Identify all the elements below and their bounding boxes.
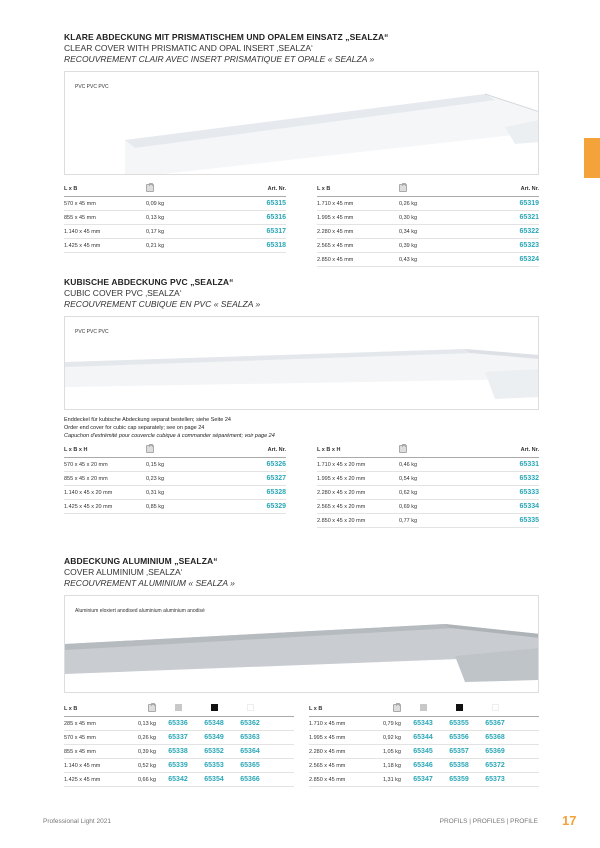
cell-weight: 0,52 kg: [137, 762, 156, 769]
section-title-fr: RECOUVREMENT CLAIR AVEC INSERT PRISMATIQUE ET OPALE « SEALZA »: [64, 54, 375, 64]
cell-art-white: 65367: [485, 720, 505, 727]
table-row: [309, 773, 539, 787]
cell-art-white: 65366: [240, 776, 260, 783]
table-row: [317, 472, 539, 486]
cell-art-black: 65358: [449, 762, 469, 769]
cell-dim: 570 x 45 mm: [64, 734, 96, 741]
table-right: [317, 181, 539, 267]
cell-art-black: 65357: [449, 748, 469, 755]
silver-swatch-icon: [420, 704, 427, 711]
col-silver: [405, 704, 441, 713]
clear-cover-profile-illustration: [65, 72, 539, 175]
table-header: [309, 701, 539, 717]
section-title-de: KUBISCHE ABDECKUNG PVC „SEALZA“: [64, 277, 234, 287]
cell-dim: 1.140 x 45 x 20 mm: [64, 489, 113, 496]
cell-weight: 0,69 kg: [399, 503, 418, 510]
cell-art-silver: 65336: [168, 720, 188, 727]
cell-dim: 1.710 x 45 mm: [317, 200, 354, 207]
table-left: [64, 701, 294, 787]
cell-art-silver: 65337: [168, 734, 188, 741]
col-silver: [160, 704, 196, 713]
cell-weight: 0,39 kg: [399, 242, 418, 249]
note-en: Order end cover for cubic cap separately; see on page 24: [64, 425, 205, 431]
product-image-clear-cover: [64, 71, 539, 175]
table-row: [64, 458, 286, 472]
chapter-tab-marker: [584, 138, 600, 178]
table-left: [64, 181, 286, 267]
cell-dim: 2.280 x 45 mm: [309, 748, 346, 755]
cubic-cover-profile-illustration: [65, 317, 539, 410]
section-aluminium-cover: [64, 556, 539, 787]
cell-weight: 0,34 kg: [399, 228, 418, 235]
cell-weight: 0,21 kg: [146, 242, 165, 249]
cell-art: 65327: [266, 475, 286, 482]
cell-dim: 2.850 x 45 mm: [309, 776, 346, 783]
weight-icon: [146, 184, 154, 192]
section-title-en: CUBIC COVER PVC ‚SEALZA‘: [64, 288, 182, 298]
black-swatch-icon: [456, 704, 463, 711]
cell-dim: 1.140 x 45 mm: [64, 762, 101, 769]
cell-weight: 0,77 kg: [399, 517, 418, 524]
cell-dim: 1.710 x 45 mm: [309, 720, 346, 727]
cell-art-silver: 65345: [413, 748, 433, 755]
aluminium-cover-tables: [64, 701, 539, 787]
note-fr: Capuchon d'extrémité pour couvercle cubique à commander séparément; voir page 24: [64, 433, 275, 439]
table-row: [309, 745, 539, 759]
cell-art-white: 65372: [485, 762, 505, 769]
material-label: PVC PVC PVC: [75, 329, 109, 335]
cell-art-black: 65356: [449, 734, 469, 741]
cell-art-white: 65364: [240, 748, 260, 755]
table-row: [64, 197, 286, 211]
table-row: [64, 486, 286, 500]
cell-dim: 2.565 x 45 mm: [309, 762, 346, 769]
cell-art-black: 65359: [449, 776, 469, 783]
col-dimension: L x B: [64, 705, 78, 712]
col-art-nr: Art. Nr.: [267, 185, 286, 192]
col-dimension: L x B x H: [64, 446, 88, 453]
cell-dim: 1.425 x 45 mm: [64, 242, 101, 249]
cell-weight: 0,17 kg: [146, 228, 165, 235]
cell-weight: 1,18 kg: [382, 762, 401, 769]
product-image-aluminium-cover: [64, 595, 539, 693]
weight-icon: [393, 704, 401, 712]
cell-art: 65322: [519, 228, 539, 235]
cell-art-silver: 65343: [413, 720, 433, 727]
cell-art-white: 65373: [485, 776, 505, 783]
cell-art-white: 65365: [240, 762, 260, 769]
col-weight: [146, 445, 201, 455]
cell-dim: 570 x 45 x 20 mm: [64, 461, 108, 468]
end-cover-note: [64, 416, 539, 440]
table-row: [317, 500, 539, 514]
cell-dim: 855 x 45 x 20 mm: [64, 475, 108, 482]
material-label: Aluminium eloxiert anodised aluminium aluminium anodisé: [75, 608, 205, 614]
section-title-fr: RECOUVREMENT CUBIQUE EN PVC « SEALZA »: [64, 299, 261, 309]
table-row: [317, 211, 539, 225]
cell-dim: 1.995 x 45 mm: [309, 734, 346, 741]
cell-dim: 855 x 45 mm: [64, 214, 96, 221]
col-dimension: L x B: [309, 705, 323, 712]
table-row: [309, 759, 539, 773]
table-row: [317, 239, 539, 253]
table-row: [317, 225, 539, 239]
cell-weight: 1,05 kg: [382, 748, 401, 755]
cell-weight: 0,26 kg: [137, 734, 156, 741]
cell-weight: 0,66 kg: [137, 776, 156, 783]
silver-swatch-icon: [175, 704, 182, 711]
cell-art-silver: 65347: [413, 776, 433, 783]
cell-art: 65319: [519, 200, 539, 207]
cell-weight: 0,31 kg: [146, 489, 165, 496]
cell-weight: 1,31 kg: [382, 776, 401, 783]
cell-art-black: 65349: [204, 734, 224, 741]
cell-art-silver: 65344: [413, 734, 433, 741]
material-label: PVC PVC PVC: [75, 84, 109, 90]
cell-dim: 2.280 x 45 mm: [317, 228, 354, 235]
cell-art: 65318: [266, 242, 286, 249]
section-title-de: ABDECKUNG ALUMINIUM „SEALZA“: [64, 556, 218, 566]
col-weight: [146, 184, 201, 194]
cell-art: 65324: [519, 256, 539, 263]
footer-catalog-name: Professional Light 2021: [43, 818, 111, 825]
table-row: [64, 745, 294, 759]
cell-weight: 0,46 kg: [399, 461, 418, 468]
cell-art: 65329: [266, 503, 286, 510]
table-left: [64, 442, 286, 528]
cell-dim: 2.280 x 45 x 20 mm: [317, 489, 366, 496]
cell-art: 65321: [519, 214, 539, 221]
table-row: [309, 717, 539, 731]
table-row: [64, 717, 294, 731]
table-row: [317, 514, 539, 528]
cell-art: 65332: [519, 475, 539, 482]
black-swatch-icon: [211, 704, 218, 711]
cell-dim: 1.140 x 45 mm: [64, 228, 101, 235]
cell-dim: 1.710 x 45 x 20 mm: [317, 461, 366, 468]
cell-dim: 1.425 x 45 x 20 mm: [64, 503, 113, 510]
table-row: [309, 731, 539, 745]
cell-art-black: 65348: [204, 720, 224, 727]
col-dimension: L x B: [317, 185, 331, 192]
cell-weight: 0,79 kg: [382, 720, 401, 727]
section-title-de: KLARE ABDECKUNG MIT PRISMATISCHEM UND OPALEM EINSATZ „SEALZA“: [64, 32, 389, 42]
cell-art-white: 65362: [240, 720, 260, 727]
cubic-cover-tables: [64, 442, 539, 528]
footer-chapter-name: PROFILS | PROFILES | PROFILE: [439, 818, 538, 825]
cell-art: 65331: [519, 461, 539, 468]
col-weight: [399, 445, 454, 455]
white-swatch-icon: [247, 704, 254, 711]
cell-art-black: 65354: [204, 776, 224, 783]
weight-icon: [399, 184, 407, 192]
cell-art-black: 65355: [449, 720, 469, 727]
cell-art-white: 65363: [240, 734, 260, 741]
table-right: [317, 442, 539, 528]
col-black: [196, 704, 232, 713]
cell-dim: 2.565 x 45 mm: [317, 242, 354, 249]
table-header: [64, 701, 294, 717]
cell-dim: 1.995 x 45 mm: [317, 214, 354, 221]
cell-weight: 0,26 kg: [399, 200, 418, 207]
table-header: [317, 181, 539, 197]
cell-art: 65328: [266, 489, 286, 496]
cell-art-black: 65352: [204, 748, 224, 755]
col-white: [477, 704, 513, 713]
table-row: [64, 211, 286, 225]
cell-dim: 285 x 45 mm: [64, 720, 96, 727]
cell-weight: 0,92 kg: [382, 734, 401, 741]
cell-art: 65315: [266, 200, 286, 207]
cell-art-white: 65369: [485, 748, 505, 755]
page-number: 17: [562, 813, 577, 828]
col-dimension: L x B: [64, 185, 78, 192]
cell-dim: 2.850 x 45 mm: [317, 256, 354, 263]
table-row: [317, 197, 539, 211]
table-row: [317, 253, 539, 267]
weight-icon: [399, 445, 407, 453]
cell-art-silver: 65342: [168, 776, 188, 783]
col-dimension: L x B x H: [317, 446, 341, 453]
cell-weight: 0,39 kg: [137, 748, 156, 755]
cell-art: 65334: [519, 503, 539, 510]
cell-weight: 0,15 kg: [146, 461, 165, 468]
col-black: [441, 704, 477, 713]
col-art-nr: Art. Nr.: [267, 446, 286, 453]
weight-icon: [146, 445, 154, 453]
cell-weight: 0,23 kg: [146, 475, 165, 482]
table-row: [64, 472, 286, 486]
col-weight: [369, 704, 405, 714]
cell-weight: 0,09 kg: [146, 200, 165, 207]
white-swatch-icon: [492, 704, 499, 711]
cell-art: 65323: [519, 242, 539, 249]
section-title-en: COVER ALUMINIUM ‚SEALZA‘: [64, 567, 183, 577]
cell-dim: 2.850 x 45 x 20 mm: [317, 517, 366, 524]
cell-weight: 0,13 kg: [146, 214, 165, 221]
cell-dim: 1.995 x 45 x 20 mm: [317, 475, 366, 482]
cell-art-silver: 65338: [168, 748, 188, 755]
clear-cover-tables: [64, 181, 539, 267]
col-art-nr: Art. Nr.: [520, 185, 539, 192]
cell-dim: 855 x 45 mm: [64, 748, 96, 755]
table-row: [64, 225, 286, 239]
cell-art: 65333: [519, 489, 539, 496]
table-right: [309, 701, 539, 787]
cell-art: 65316: [266, 214, 286, 221]
cell-art-silver: 65346: [413, 762, 433, 769]
table-header: [64, 181, 286, 197]
section-title-fr: RECOUVREMENT ALUMINIUM « SEALZA »: [64, 578, 235, 588]
table-row: [64, 239, 286, 253]
col-weight: [124, 704, 160, 714]
cell-art-white: 65368: [485, 734, 505, 741]
table-row: [64, 500, 286, 514]
col-art-nr: Art. Nr.: [520, 446, 539, 453]
table-row: [317, 458, 539, 472]
col-weight: [399, 184, 454, 194]
cell-weight: 0,43 kg: [399, 256, 418, 263]
col-white: [232, 704, 268, 713]
section-title-en: CLEAR COVER WITH PRISMATIC AND OPAL INSERT ‚SEALZA‘: [64, 43, 313, 53]
cell-weight: 0,62 kg: [399, 489, 418, 496]
cell-weight: 0,85 kg: [146, 503, 165, 510]
product-image-cubic-cover: [64, 316, 539, 410]
section-clear-cover: [64, 32, 539, 267]
table-header: [64, 442, 286, 458]
weight-icon: [148, 704, 156, 712]
cell-dim: 570 x 45 mm: [64, 200, 96, 207]
cell-art: 65335: [519, 517, 539, 524]
section-cubic-cover: [64, 277, 539, 528]
cell-art: 65326: [266, 461, 286, 468]
cell-art: 65317: [266, 228, 286, 235]
note-de: Enddeckel für kubische Abdeckung separat bestellen; siehe Seite 24: [64, 417, 231, 423]
cell-weight: 0,13 kg: [137, 720, 156, 727]
cell-dim: 1.425 x 45 mm: [64, 776, 101, 783]
cell-dim: 2.565 x 45 x 20 mm: [317, 503, 366, 510]
table-row: [64, 773, 294, 787]
cell-weight: 0,54 kg: [399, 475, 418, 482]
table-row: [64, 731, 294, 745]
table-row: [317, 486, 539, 500]
table-header: [317, 442, 539, 458]
cell-art-black: 65353: [204, 762, 224, 769]
cell-art-silver: 65339: [168, 762, 188, 769]
table-row: [64, 759, 294, 773]
cell-weight: 0,30 kg: [399, 214, 418, 221]
